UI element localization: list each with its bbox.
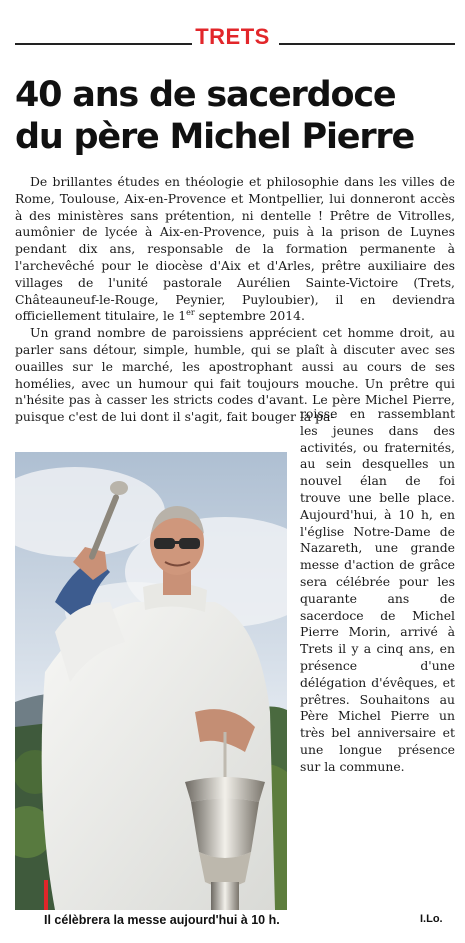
- paragraph-1-end: septembre 2014.: [194, 308, 305, 324]
- article-side-column: [300, 406, 455, 776]
- caption-accent-bar: [44, 880, 48, 910]
- priest-blessing-illustration: [15, 452, 287, 910]
- article-headline: [15, 74, 455, 158]
- headline-line-1: 40 ans de sacerdoce: [15, 75, 396, 115]
- ordinal-superscript: er: [186, 308, 195, 318]
- article-photo: [15, 452, 287, 910]
- photo-caption: Il célèbrera la messe aujourd'hui à 10 h.: [44, 913, 280, 927]
- paragraph-2: Un grand nombre de paroissiens apprécient cet homme droit, au parler sans détour, simple, humble, qui se plaît à discuter avec ses ouailles sur le marché, les apostrophant aussi au cours de ses homélies, avec un humour qui fait toujours mouche. Un prêtre qui n'hésite pas à casser les stricts codes d'avant. Le père Michel Pierre, puisque c'est de lui dont il s'agit, fait bouger la pa-: [15, 325, 455, 425]
- side-column-text: roisse en rassemblant les jeunes dans des activités, ou fraternités, au sein desquelles un nouvel élan de foi trouve une belle place. Aujourd'hui, à 10 h, en l'église Notre-Dame de Nazareth, une grande messe d'action de grâce sera célébrée pour les quarante ans de sacerdoce de Michel Pierre Morin, arrivé à Trets il y a cinq ans, en présence d'une délégation d'évêques, et prêtres. Souhaitons au Père Michel Pierre un très bel anniversaire et une longue présence sur la commune.: [300, 406, 455, 774]
- article-body-intro: [15, 174, 455, 426]
- paragraph-1-text: De brillantes études en théologie et philosophie dans les villes de Rome, Toulouse, Aix-en-Provence et Montpellier, lui donneront accès à des ministères sans prétention, ni dentelle ! Prêtre de Vitrolles, aumônier de lycée à Aix-en-Provence, puis à la prison de Luynes pendant dix ans, responsable de la formation permanente à l'archevêché pour le diocèse d'Aix et d'Arles, prêtre auxiliaire des villages de l'unité pastorale Aurélien Sainte-Victoire (Trets, Châteauneuf-le-Rouge, Peynier, Puyloubier), il en deviendra officiellement titulaire, le 1: [15, 174, 455, 324]
- headline-line-2: du père Michel Pierre: [15, 117, 414, 157]
- photo-credit: I.Lo.: [420, 913, 443, 925]
- section-rubric: TRETS: [195, 24, 270, 49]
- paragraph-1: [15, 174, 455, 325]
